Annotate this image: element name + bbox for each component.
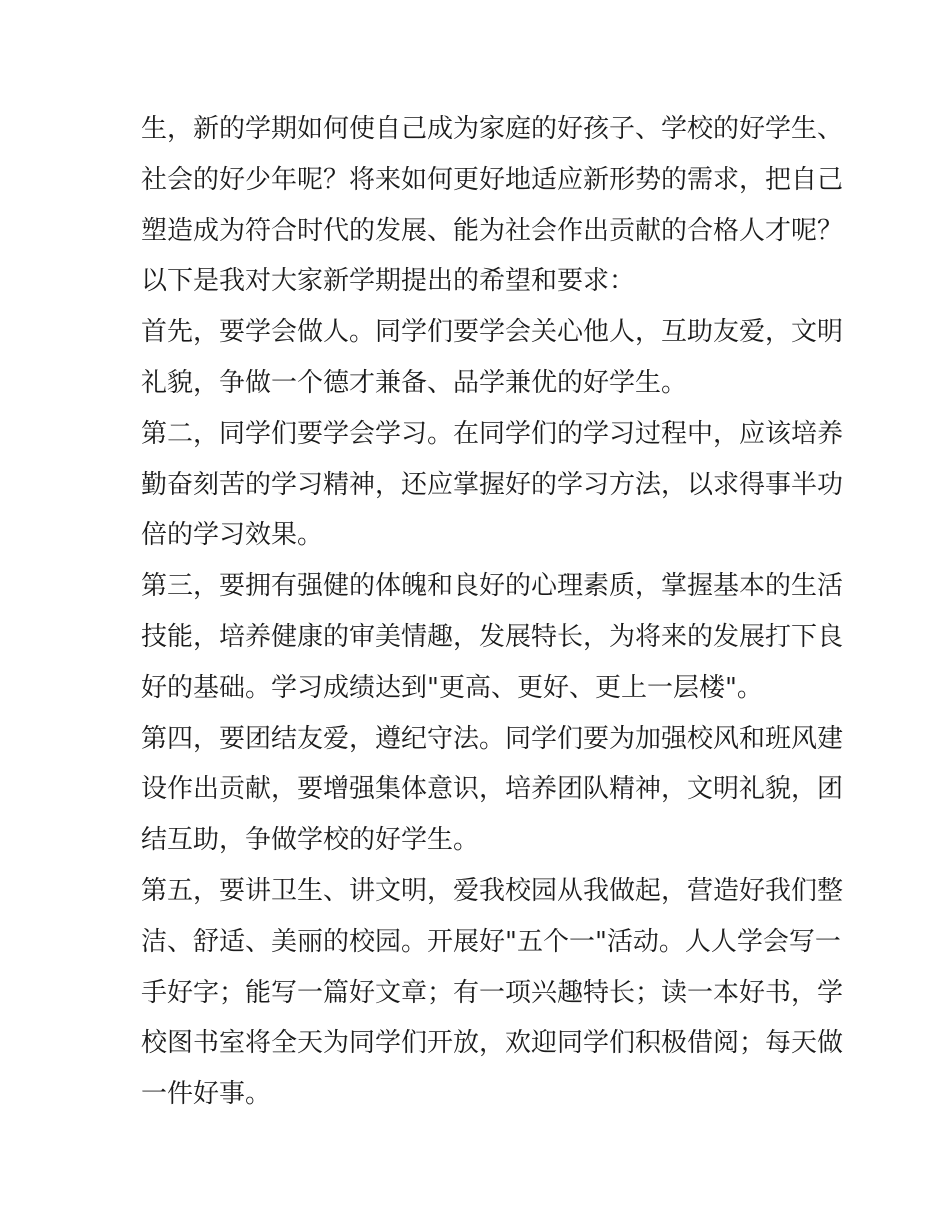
text-line: 社会的好少年呢？将来如何更好地适应新形势的需求，把自己 [141, 164, 844, 195]
text-line: 洁、舒适、美丽的校园。开展好"五个一"活动。人人学会写一 [141, 926, 841, 957]
text-line: 第五，要讲卫生、讲文明，爱我校园从我做起，营造好我们整 [141, 875, 844, 906]
text-line: 第二，同学们要学会学习。在同学们的学习过程中，应该培养 [141, 418, 844, 449]
text-line: 手好字；能写一篇好文章；有一项兴趣特长；读一本好书，学 [141, 977, 844, 1008]
text-line: 校图书室将全天为同学们开放，欢迎同学们积极借阅；每天做 [141, 1028, 844, 1059]
text-line: 设作出贡献，要增强集体意识，培养团队精神，文明礼貌，团 [141, 774, 844, 805]
body-text [141, 104, 844, 1120]
text-line: 以下是我对大家新学期提出的希望和要求： [141, 266, 636, 297]
text-line: 好的基础。学习成绩达到"更高、更好、更上一层楼"。 [141, 672, 763, 703]
text-line: 倍的学习效果。 [141, 520, 324, 551]
text-line: 生，新的学期如何使自己成为家庭的好孩子、学校的好学生、 [141, 114, 844, 144]
text-line: 第四，要团结友爱，遵纪守法。同学们要为加强校风和班风建 [141, 723, 844, 754]
text-line: 结互助，争做学校的好学生。 [141, 825, 480, 856]
text-line: 勤奋刻苦的学习精神，还应掌握好的学习方法，以求得事半功 [141, 469, 844, 500]
text-line: 塑造成为符合时代的发展、能为社会作出贡献的合格人才呢？ [141, 215, 844, 246]
text-line: 第三，要拥有强健的体魄和良好的心理素质，掌握基本的生活 [141, 571, 844, 602]
text-line: 首先，要学会做人。同学们要学会关心他人，互助友爱，文明 [141, 317, 844, 348]
text-line: 技能，培养健康的审美情趣，发展特长，为将来的发展打下良 [141, 621, 844, 652]
text-line: 一件好事。 [141, 1079, 272, 1110]
text-line: 礼貌，争做一个德才兼备、品学兼优的好学生。 [141, 367, 688, 398]
